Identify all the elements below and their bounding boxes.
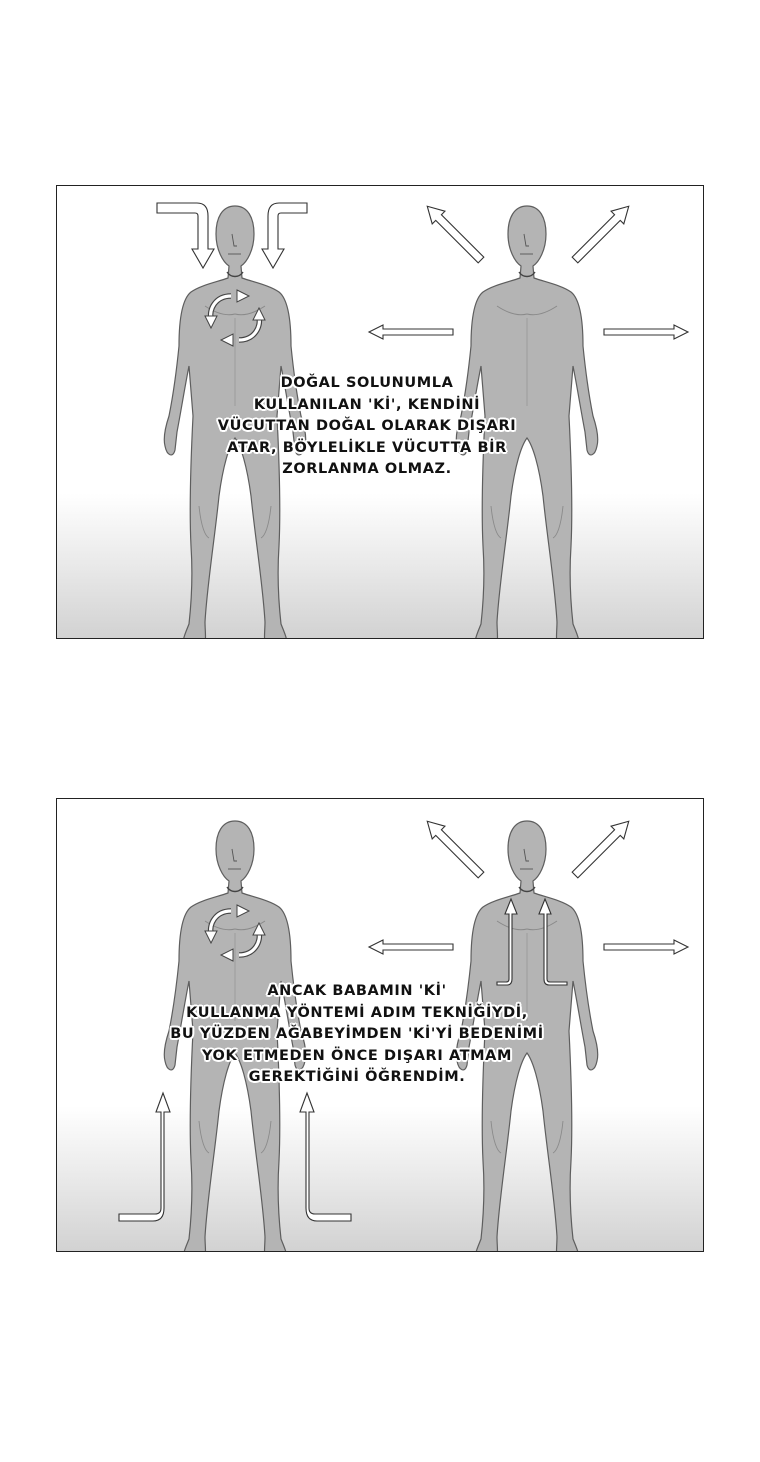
comic-panel-1 xyxy=(56,185,704,639)
caption-line: ANCAK BABAMIN 'Kİ' xyxy=(267,983,447,999)
comic-panel-2 xyxy=(56,798,704,1252)
caption-line: DOĞAL SOLUNUMLA xyxy=(280,375,454,391)
outflow-arrow-up-left-icon xyxy=(421,200,487,266)
caption-line: ZORLANMA OLMAZ. xyxy=(282,461,452,477)
caption-line: KULLANILAN 'Kİ', KENDİNİ xyxy=(253,396,481,413)
caption-line: BU YÜZDEN AĞABEYİMDEN 'Kİ'Yİ BEDENİMİ xyxy=(170,1026,544,1042)
narration-caption xyxy=(167,373,567,481)
inhale-arrow-right-icon xyxy=(262,203,307,268)
outflow-arrow-left-icon xyxy=(369,940,453,954)
inhale-arrow-left-icon xyxy=(157,203,214,268)
caption-line: VÜCUTTAN DOĞAL OLARAK DIŞARI xyxy=(217,418,517,434)
ground-arrow-right-icon xyxy=(300,1093,351,1221)
outflow-arrow-up-left-icon xyxy=(421,815,487,881)
narration-caption xyxy=(147,981,567,1089)
outflow-arrow-right-icon xyxy=(604,940,688,954)
caption-line: ATAR, BÖYLELİKLE VÜCUTTA BİR xyxy=(227,439,507,456)
outflow-arrow-up-right-icon xyxy=(569,815,635,881)
outflow-arrow-right-icon xyxy=(604,325,688,339)
outflow-arrow-up-right-icon xyxy=(569,200,635,266)
caption-line: YOK ETMEDEN ÖNCE DIŞARI ATMAM xyxy=(201,1047,513,1064)
caption-line: KULLANMA YÖNTEMİ ADIM TEKNİĞİYDİ, xyxy=(186,1004,528,1021)
outflow-arrow-left-icon xyxy=(369,325,453,339)
ground-arrow-left-icon xyxy=(119,1093,170,1221)
caption-line: GEREKTİĞİNİ ÖĞRENDİM. xyxy=(248,1069,466,1085)
